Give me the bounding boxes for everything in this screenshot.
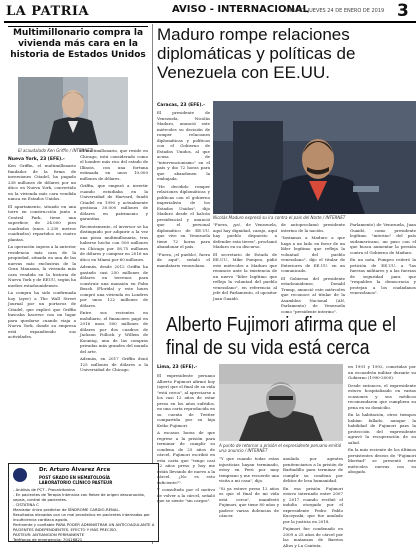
ad-line: Pertinente y confiable PARA PODER ADMINISTRAR UN ANTICOAGULANTE A PACIENTES INDEPENDIENTES. EFECTO Y MÁS PRECISO. xyxy=(13,522,155,532)
ad-line: Resultados elevados con un mal pronóstico en pacientes internados por insuficiencia cardíaca aguda. xyxy=(13,512,150,522)
section-title: AVISO - INTERNACIONAL xyxy=(172,4,309,15)
maduro-photo xyxy=(213,101,416,214)
paragraph: Y consultado por el motivo de volver a la cárcel, señaló que se siente "sin cargos". xyxy=(157,487,215,503)
article2-column-4 xyxy=(348,364,416,543)
paragraph: de autoproclamó presidente interino de la nación. xyxy=(281,222,345,233)
ad-line: - En pacientes de Terapia Intensiva con fiebre de origen desconocido, sepsis, control de pacientes. xyxy=(13,492,146,502)
paragraph: En esa prisión Fujimori estuvo internado entre 2007 y 2017 cuando recibió el indulto otorgado por el expresidente Pedro Pablo Kuczynski, que fue anulado por la justicia en 2018. xyxy=(283,485,343,524)
article2-headline: Alberto Fujimori afirma que el final de su vida está cerca xyxy=(166,314,396,359)
newspaper-name: LA PATRIA xyxy=(6,4,90,19)
fujimori-photo xyxy=(219,364,343,441)
paragraph: La operación supera a la anterior residencia más cara de la propiedad, situada en una de las nuevas más exclusivas de la Gran Manzana, la vivienda más cara vendida en la historia de Nueva York y de EEUU, según ha medios estadounidenses. xyxy=(8,244,76,288)
paragraph: El multimillonario, que reside en Chicago, está considerado como el hombre más rico del estado de Illinois, con una fortuna estimada en unos 10.000 millones de dólares. xyxy=(80,148,148,181)
article1-headline: Maduro rompe relaciones diplomáticas y políticas de Venezuela con EE.UU. xyxy=(157,25,356,82)
paragraph: El apartamento, situado en una torre en construcción junto a Central Park, tiene una superficie de 24.000 pies cuadrados (unos 2.230 metros cuadrados) repartidos en cuatro plantas. xyxy=(8,203,76,242)
article1-dateline: Caracas, 23 (EFE).- xyxy=(157,103,205,108)
paragraph: La compra ha sido confirmada hoy (ayer) a The Wall Street Journal por un portavoz de Citadel, que explicó que Griffin buscaba hacerse con un lugar para quedarse cuando viaja a Nueva York, donde su empresa está expandiendo sus actividades. xyxy=(8,290,76,339)
paragraph: Fujimori fue condenado en 2009 a 25 años de cárcel por las matanzas de Barrios Altos y La Cantuta. xyxy=(283,526,343,548)
paragraph: En la habitación, otros tiempos habían fallado, aunque la habilidad de Fujimori para la protección del expresidente agravó la recuperación de su salud. xyxy=(348,412,416,445)
paragraph: El expresidente peruano Alberto Fujimori afirmó hoy (ayer) que el final de su vida "está cerca", al apreciarse a los casi 12 años de estar preso en los años sufridos, en una carta reproducida en su cuenta de Twitter compartida por su hija Keiko Fujimori. xyxy=(157,373,215,428)
issue-date: ORURO, JUEVES 24 DE ENERO DE 2019 xyxy=(286,8,385,14)
sidebar-dateline: Nueva York, 23 (EFE).- xyxy=(8,157,65,162)
ad-doctor-name: Dr. Arturo Álvarez Arce xyxy=(39,467,111,473)
lab-logo-icon xyxy=(13,468,27,482)
ad-line: PASTEUR: ANTIANGION PERMANENTE xyxy=(13,532,84,537)
paragraph: "Y que cuando todas estas injusticias hayan terminado, estoy en Perú por muy temprano y me recuerde una visita a mi casa", dijo. xyxy=(219,456,279,483)
ad-line: Marcador único predictor de SÍNDROME CARDIO-RENAL. xyxy=(13,507,120,512)
ad-line: Teléfonos de emergencia: 70416821 xyxy=(13,537,83,542)
sidebar-column-2 xyxy=(80,148,148,459)
ad-subtitle-2: LABORATORIO CLÍNICO PASTEUR xyxy=(39,480,113,485)
article1-column-1 xyxy=(157,110,210,268)
paragraph: "Fuera, ¡el pueblo!, fuera de aquí", señaló el mandatario venezolano. xyxy=(157,251,210,268)
paragraph: "Instamos a Maduro a que haga a un lado en favor de un líder legítimo que refleja la voluntad del pueblo venezolano", dijo el titular de Exteriores de EE.UU. en un comunicado. xyxy=(281,235,345,273)
paragraph: En la más reciente de los últimos persistentes deseos de "Fujimori libertad" se presentó este miércoles nuevas con su abogado. xyxy=(348,447,416,474)
page-number: 3 xyxy=(397,1,409,21)
paragraph: "He decidido romper relaciones diplomáticas y políticas con el gobierno imperialista de los Estados Unidos", dijo Maduro desde el balcón presidencial y anunció que el personal diplomático de EE.UU. que vive en Venezuela tiene 72 horas para abandonar el país. xyxy=(157,183,210,249)
paragraph: El Gobierno del presidente estadounidense, Donald Trump, anunció este miércoles que reconoce al titular de la Asamblea Nacional (AN, Parlamento) de Venezuela como "presidente interino". xyxy=(281,275,345,314)
article2-column-2 xyxy=(219,456,279,543)
paragraph: Entre sus recientes en mobiliario, el financiero pagó en 2016 unos 500 millones de dólares por dos cuadros de Jackson Pollock y Willem de Kooning, una de las compras privadas más grandes del mundo del arte. xyxy=(80,310,148,354)
paragraph: Además, en 2017 Griffin donó 125 millones de dólares a la Universidad de Chicago. xyxy=(80,356,148,372)
paragraph: Además, desde 2012 Griffin ha gastado casi 250 millones de dólares en terrenos para construir una mansión en Palm Beach (Florida) y este lunes compró una vivienda en Londres por unos 122 millones de dólares. xyxy=(80,264,148,308)
paragraph: El presidente de Venezuela, Nicolás Maduro, anunció este miércoles su decisión de romper relaciones diplomáticas y políticas con el Gobierno de Estados Unidos, al que acusa de "intervencionismo" en el país y dio 72 horas para que abandonen la embajada. xyxy=(157,110,210,181)
paragraph: en 1991 y 1992, cometidas por un escuadrón militar durante su Gobierno (1990-2000). xyxy=(348,364,416,380)
paragraph: Griffin, que empezó a invertir cuando estudiaba en la Universidad de Harvard, fundó Citadel en 1990 y actualmente gestiona 30.000 millones de dólares en patrimonio y garantías. xyxy=(80,183,148,221)
paragraph: "Si ya estuve preso 12 años es que el final de mi vida está cerca", manifestó Fujimori, que tiene 80 años y padece varias dolencias de cáncer. xyxy=(219,485,279,518)
sidebar-rule-top xyxy=(8,26,148,27)
article2-column-1 xyxy=(157,373,215,543)
article2-photo-caption: A punto de retornar a prisión el expresidente peruano emitió una anuncio / INTERNET xyxy=(219,443,342,453)
paragraph: Recientemente, el inversor se ha distinguido por adquirir a la vez una pieza multimillonaria, tras haberse hecho con 500 millones en Chicago por 58,75 millones de dólares y comprar en 2016 un ático en Miami por 60 millones. xyxy=(80,223,148,262)
article2-column-3 xyxy=(283,456,343,548)
ad-subtitle-1: POST GRADO EN HEMATOLOGÍA xyxy=(39,475,111,480)
ken-griffin-photo xyxy=(18,77,128,145)
paragraph: A escasos horas de que regrese a la prisión para terminar de cumplir su condena de 25 años de cárcel, Fujimori escribió en esta carta que "tengo casi 12 años preso y hoy me están llevando de nuevo a la cárcel. ¿No es esto suficiente?". xyxy=(157,430,215,485)
paragraph: "Fuera, ¡ya!, de Venezuela, aquí hay dignidad, carajo, aquí hay pueblo dispuesto a defender esta tierra", proclamó Maduro en su discurso. xyxy=(213,222,277,249)
sidebar-headline: Multimillonario compra la vivienda más cara en la historia de Estados Unidos xyxy=(10,28,146,60)
article2-dateline: Lima, 23 (EFE).- xyxy=(157,365,198,370)
sidebar-column-1 xyxy=(8,163,76,459)
paragraph: Ken Griffin, el multimillonario fundador de la firma de inversiones Citadel, ha pagado 238 millones de dólares por un ático en Nueva York, convertido en la vivienda más cara vendida nunca en Estados Unidos. xyxy=(8,163,76,201)
paragraph: Parlamento) de Venezuela, Juan Guaidó, como presidente legítimo "interino" del país sudamericano, un paso con el que busca aumentar la presión contra el Gobierno de Maduro. xyxy=(350,222,416,255)
ad-line: - Análisis de PCT - Procalcitonina xyxy=(13,487,75,492)
paragraph: En un nota, Pompeo reiteró la petición de EE.UU. a "las fuerzas militares y a las fuerzas de seguridad para que "respalden la democracia y protejan a los ciudadanos venezolanos". xyxy=(350,257,416,295)
ad-line: - CISTATINA C xyxy=(13,502,39,507)
sidebar-photo-caption: El acaudalado Ken Griffin / INTERNET xyxy=(18,148,93,153)
paragraph: Desde entonces, el expresidente estuvo hospitalizado en varias ocasiones y sus médicos recomendaron que cumpliera su pena en su domicilio. xyxy=(348,382,416,410)
ad-body xyxy=(13,487,155,541)
paragraph: anulado por agentes penitenciarios a la prisión de Barbadillo para terminar de cumplir su condena por delitos de lesa humanidad. xyxy=(283,456,343,483)
lab-advertisement xyxy=(8,463,159,542)
paragraph: El secretario de Estado de EE.UU., Mike Pompeo, pidió este miércoles a Maduro que renuncie ante la existencia de un nuevo "líder legítimo que refleja la voluntad del pueblo venezolano", en referencia al jefe del Parlamento, el opositor Juan Guaidó. xyxy=(213,251,277,301)
article1-photo-caption: Nicolás Maduro expresó su ira contra el país del Norte / INTERNET xyxy=(213,215,346,220)
masthead-rule xyxy=(4,21,416,23)
